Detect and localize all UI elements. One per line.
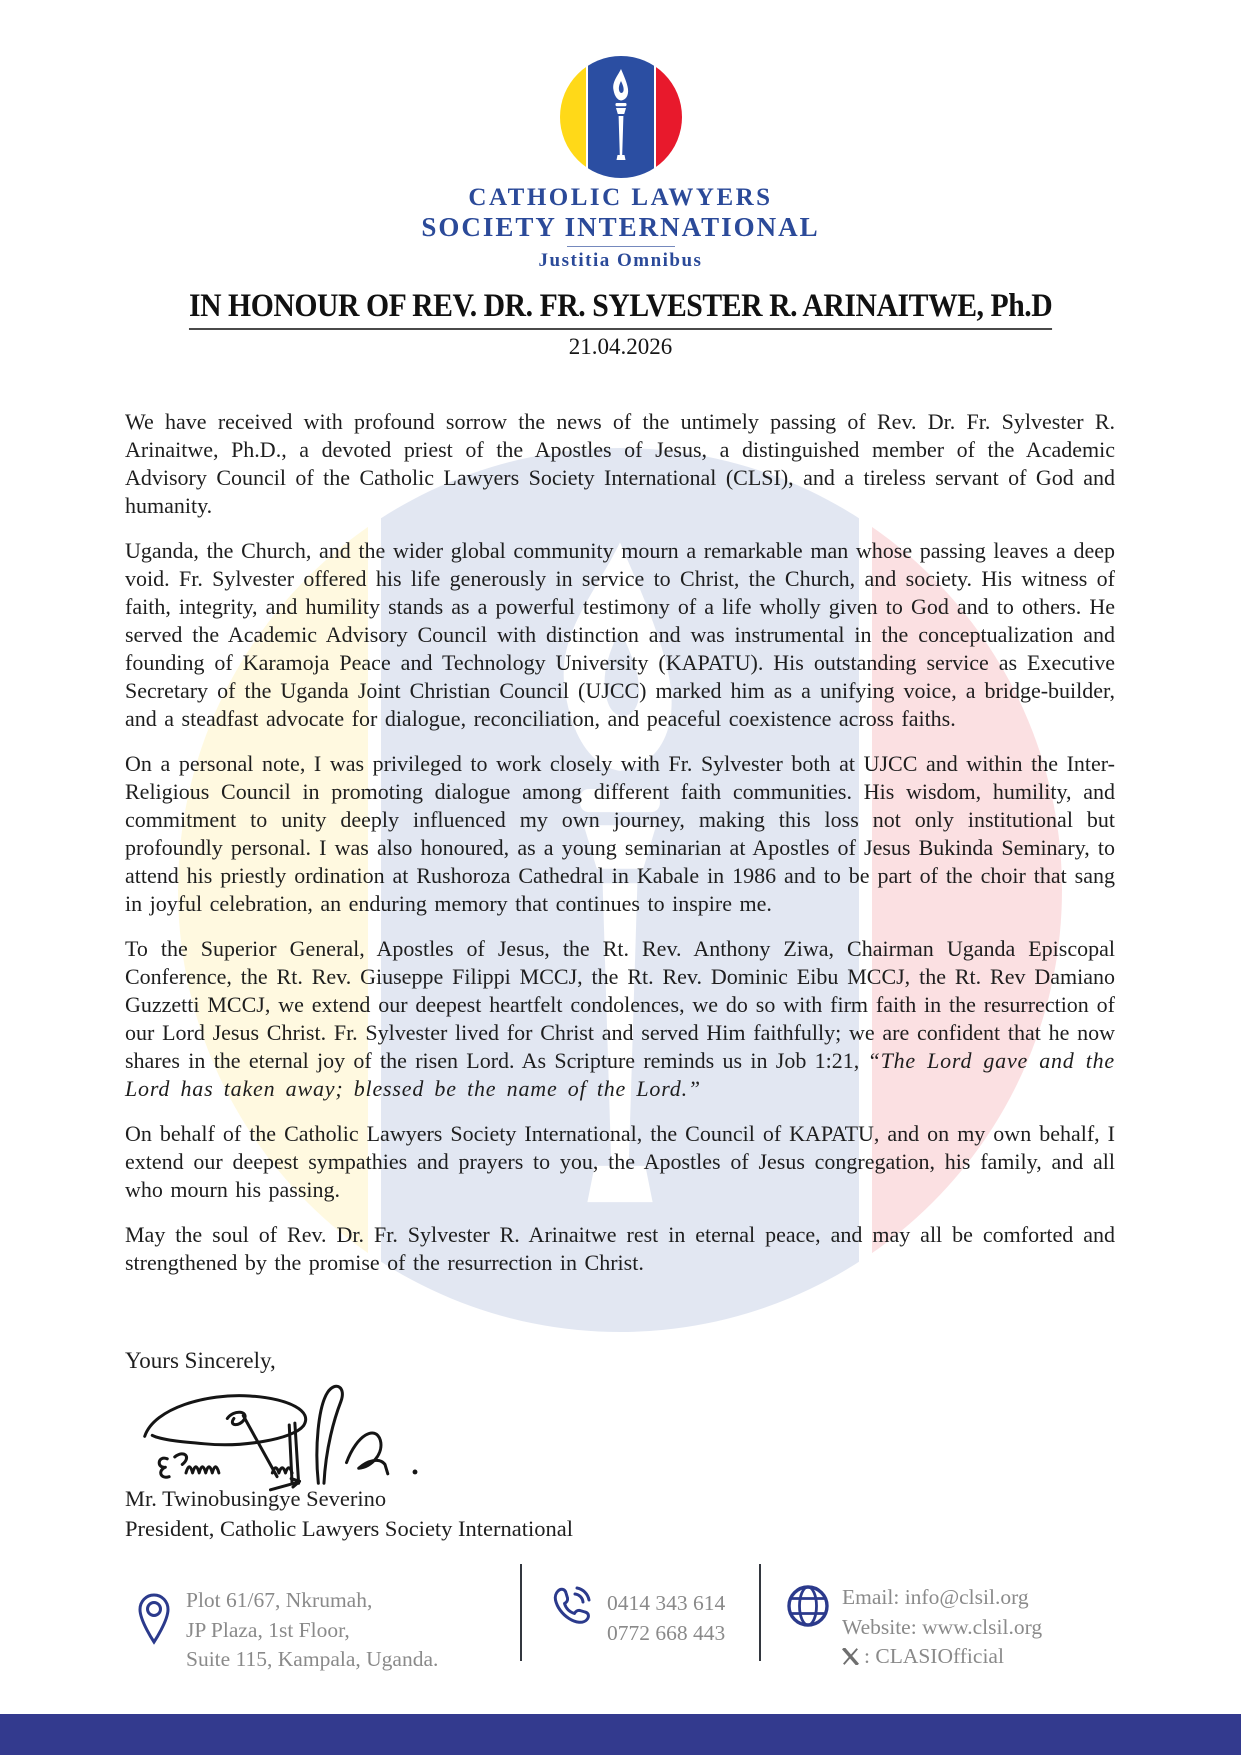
scripture-quote: “The Lord gave and the Lord has taken away; blessed be the name of the Lord.”	[125, 1048, 1115, 1101]
letter-title: IN HONOUR OF REV. DR. FR. SYLVESTER R. ARINAITWE, Ph.D	[189, 288, 1052, 330]
signer-title: President, Catholic Lawyers Society International	[125, 1516, 574, 1541]
address-line: Plot 61/67, Nkrumah,	[186, 1588, 373, 1612]
paragraph-tribute: Uganda, the Church, and the wider global community mourn a remarkable man whose passing leaves a deep void. Fr. Sylvester offered his life generously in service to Christ, the Church, and society. His witness of faith, integrity, and humility stands as a powerful testimony of a life wholly given to God and to others. He served the Academic Advisory Council with distinction and was instrumental in the conceptualization and founding of Karamoja Peace and Technology University (KAPATU). His outstanding service as Executive Secretary of the Uganda Joint Christian Council (UJCC) marked him as a unifying voice, a bridge-builder, and a steadfast advocate for dialogue, reconciliation, and peaceful coexistence across faiths.	[125, 538, 1115, 731]
torch-icon	[606, 67, 637, 167]
logo-yellow-stripe	[560, 56, 586, 178]
x-logo-icon	[842, 1648, 859, 1665]
paragraph-sorrow: We have received with profound sorrow the news of the untimely passing of Rev. Dr. Fr. Sylvester R. Arinaitwe, Ph.D., a devoted priest of the Apostles of Jesus, a distinguished member of the Academic Advisory Council of the Catholic Lawyers Society International (CLSI), and a tireless servant of God and humanity.	[125, 409, 1115, 518]
footer-bar	[0, 1714, 1241, 1755]
valediction: Yours Sincerely,	[125, 1348, 276, 1373]
x-handle: : CLASIOfficial	[864, 1644, 1004, 1668]
logo-red-stripe	[656, 56, 682, 178]
letter-title-row	[0, 288, 1241, 330]
paragraph-sympathies: On behalf of the Catholic Lawyers Society International, the Council of KAPATU, and on my own behalf, I extend our deepest sympathies and prayers to you, the Apostles of Jesus congregation, his family, and all who mourn his passing.	[125, 1121, 1115, 1202]
handwritten-signature	[128, 1380, 458, 1502]
footer-divider	[759, 1564, 761, 1661]
email-line: Email: info@clsil.org	[842, 1585, 1029, 1609]
paragraph-rest-in-peace: May the soul of Rev. Dr. Fr. Sylvester R. Arinaitwe rest in eternal peace, and may all be comforted and strengthened by the promise of the resurrection in Christ.	[125, 1222, 1115, 1275]
website-line: Website: www.clsil.org	[842, 1614, 1043, 1639]
globe-icon	[785, 1583, 831, 1629]
condolence-lead: To the Superior General, Apostles of Jesus, the Rt. Rev. Anthony Ziwa, Chairman Uganda Episcopal Conference, the Rt. Rev. Giuseppe Filippi MCCJ, the Rt. Rev. Dominic Eibu MCCJ, the Rt. Rev Damiano Guzzetti MCCJ, we extend our deepest heartfelt condolences, we do so with firm faith in the resurrection of our Lord Jesus Christ. Fr. Sylvester lived for Christ and served Him faithfully; we are confident that he now shares in the eternal joy of the risen Lord. As Scripture reminds us in Job 1:21,	[125, 936, 1115, 1073]
org-name-line2: SOCIETY INTERNATIONAL	[421, 212, 820, 242]
footer-address	[186, 1586, 438, 1675]
location-pin-icon	[136, 1592, 172, 1646]
footer-divider	[520, 1564, 522, 1661]
x-handle-row	[842, 1642, 1042, 1672]
org-name-line1: CATHOLIC LAWYERS	[468, 184, 773, 211]
letter-body	[125, 408, 1115, 1294]
address-line: JP Plaza, 1st Floor,	[186, 1617, 350, 1642]
phone-number: 0414 343 614	[607, 1591, 726, 1615]
letter-date: 21.04.2026	[568, 334, 673, 359]
phone-number: 0772 668 443	[607, 1621, 726, 1645]
paragraph-condolences	[125, 935, 1115, 1103]
org-motto: Justitia Omnibus	[538, 250, 703, 271]
org-logo	[560, 56, 682, 178]
footer-contact	[842, 1583, 1042, 1672]
address-line: Suite 115, Kampala, Uganda.	[186, 1647, 439, 1671]
signer-name: Mr. Twinobusingye Severino	[125, 1486, 387, 1511]
motto-divider	[567, 246, 675, 247]
footer-phones	[607, 1588, 725, 1648]
paragraph-personal-note: On a personal note, I was privileged to work closely with Fr. Sylvester both at UJCC and within the Inter-Religious Council in promoting dialogue among different faith communities. His wisdom, humility, and commitment to unity deeply influenced my own journey, making this loss not only institutional but profoundly personal. I was also honoured, as a young seminarian at Apostles of Jesus Bukinda Seminary, to attend his priestly ordination at Rushoroza Cathedral in Kabale in 1986 and to be part of the choir that sang in joyful celebration, an enduring memory that continues to inspire me.	[125, 751, 1115, 916]
phone-icon	[549, 1584, 593, 1628]
